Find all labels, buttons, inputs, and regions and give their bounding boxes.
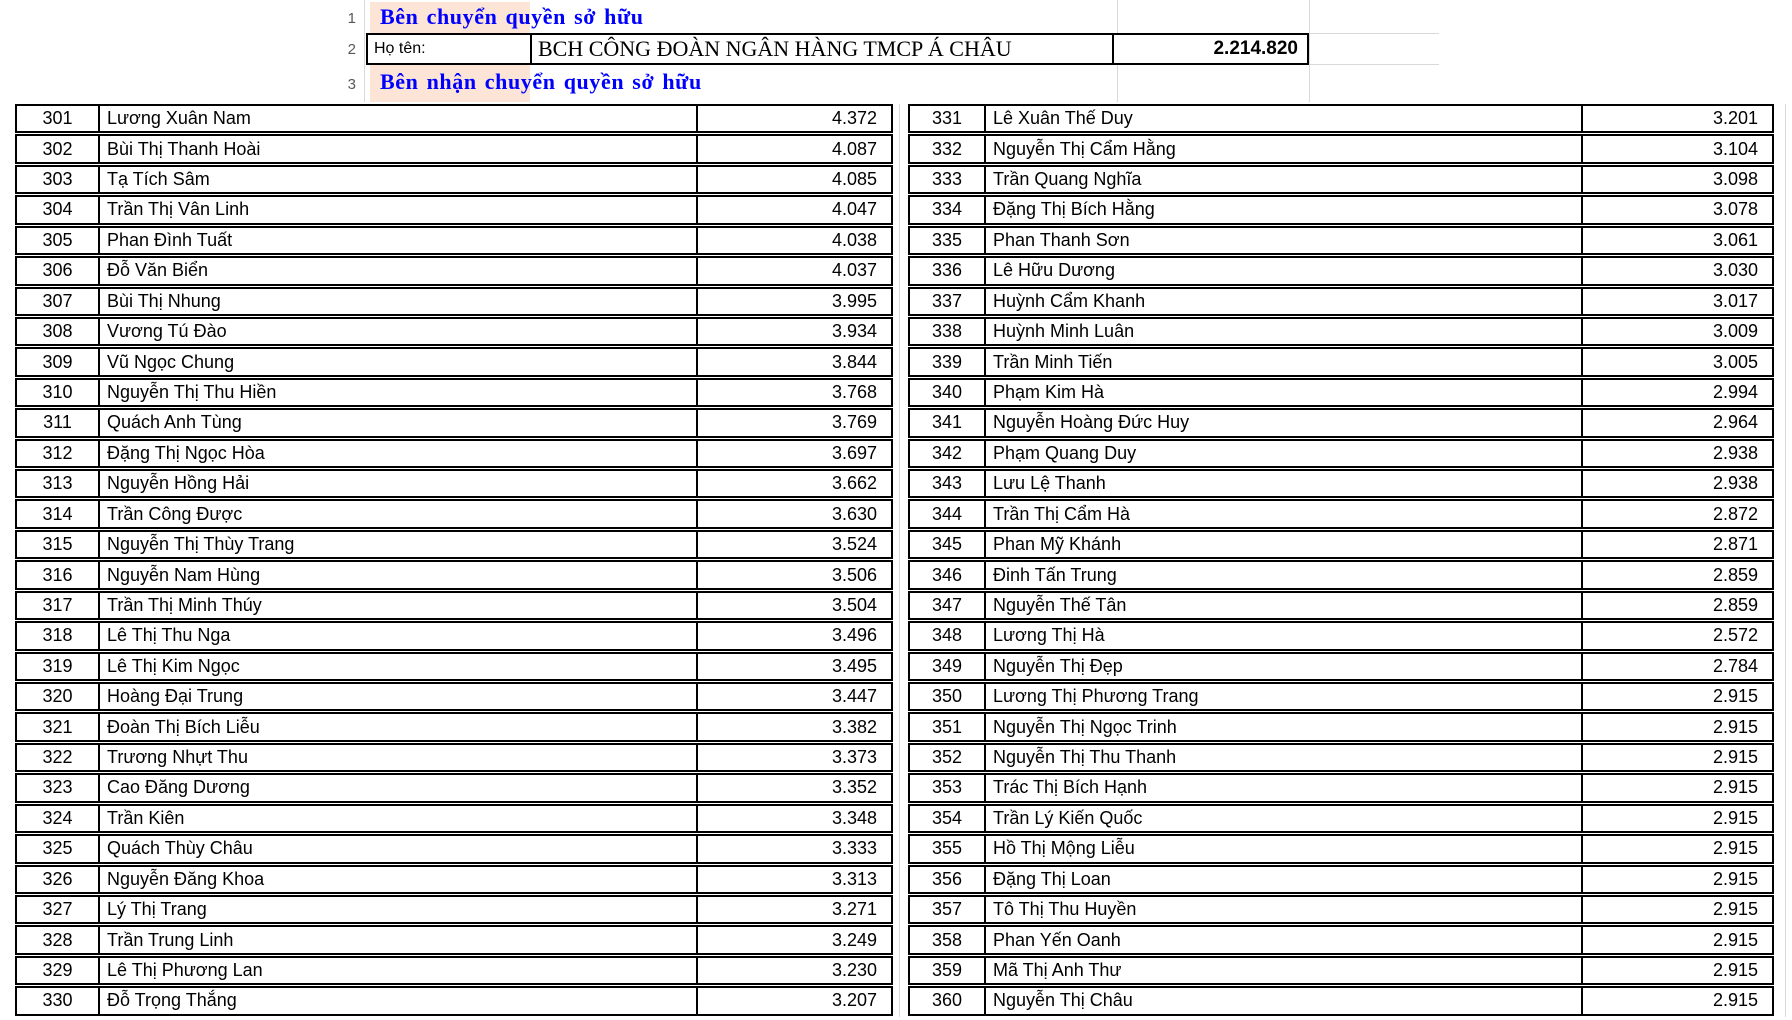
value-cell[interactable]: 2.859 [1581,562,1772,587]
row-number-cell[interactable]: 341 [910,410,986,435]
value-cell[interactable]: 3.768 [696,380,891,405]
name-cell[interactable]: Đặng Thị Bích Hằng [993,199,1155,220]
value-cell[interactable]: 3.009 [1581,319,1772,344]
table-row [15,439,893,468]
name-cell[interactable]: Vương Tú Đào [107,321,227,342]
value-cell[interactable]: 2.915 [1581,745,1772,770]
name-cell[interactable]: Trần Quang Nghĩa [993,169,1142,190]
value-cell[interactable]: 2.784 [1581,654,1772,679]
table-row [908,134,1774,163]
name-cell[interactable]: Trần Thị Vân Linh [107,199,250,220]
row-header-2[interactable]: 2 [347,41,356,58]
table-row [15,773,893,802]
name-cell[interactable]: Phạm Kim Hà [993,382,1105,402]
name-cell[interactable]: Nguyễn Thị Thu Hiền [107,382,277,402]
value-cell[interactable]: 2.859 [1581,593,1772,618]
row-number-cell[interactable]: 316 [17,562,100,587]
row-number-cell[interactable]: 325 [17,836,100,861]
value-cell[interactable]: 3.844 [696,349,891,374]
table-row [15,226,893,255]
value-cell[interactable]: 3.447 [696,684,891,709]
value-cell[interactable]: 3.769 [696,410,891,435]
table-row [908,104,1774,133]
gridline [1309,33,1439,34]
name-cell[interactable]: Phan Mỹ Khánh [993,534,1122,555]
row-number-cell[interactable]: 331 [910,106,986,131]
table-row [908,621,1774,650]
name-cell[interactable]: Bùi Thị Thanh Hoài [107,138,261,159]
name-cell[interactable]: Lê Xuân Thế Duy [993,108,1133,129]
row-number-cell[interactable]: 324 [17,806,100,831]
value-cell[interactable]: 3.098 [1581,167,1772,192]
row-number-cell[interactable]: 344 [910,501,986,526]
transferor-title[interactable]: Bên chuyển quyền sở hữu [380,4,644,29]
value-cell[interactable]: 3.207 [696,988,891,1013]
value-cell[interactable]: 3.017 [1581,289,1772,314]
name-cell[interactable]: Nguyễn Đăng Khoa [107,868,265,889]
table-row [15,195,893,224]
table-row [15,591,893,620]
value-cell[interactable]: 2.871 [1581,532,1772,557]
table-row [15,986,893,1015]
row-number-cell[interactable]: 348 [910,623,986,648]
row-number-cell[interactable]: 352 [910,745,986,770]
value-cell[interactable]: 2.915 [1581,684,1772,709]
table-row [15,317,893,346]
table-row [15,560,893,589]
row-number-cell[interactable]: 310 [17,380,100,405]
row-header-3[interactable]: 3 [347,76,356,93]
name-cell[interactable]: Huỳnh Minh Luân [993,321,1135,342]
name-cell[interactable]: Lê Thị Kim Ngọc [107,655,240,676]
row-number-cell[interactable]: 353 [910,775,986,800]
name-cell[interactable]: Vũ Ngọc Chung [107,351,235,372]
table-row [908,986,1774,1015]
name-cell[interactable]: Nguyễn Hoàng Đức Huy [993,412,1190,433]
name-cell[interactable]: Mã Thị Anh Thư [993,960,1122,981]
name-cell[interactable]: Trần Trung Linh [107,929,234,950]
table-row [15,256,893,285]
table-row [908,226,1774,255]
value-cell[interactable]: 3.005 [1581,349,1772,374]
name-cell[interactable]: Quách Thùy Châu [107,838,253,859]
name-cell[interactable]: Trần Minh Tiến [993,351,1113,372]
value-cell[interactable]: 2.572 [1581,623,1772,648]
table-row [15,408,893,437]
value-cell[interactable]: 2.964 [1581,410,1772,435]
row-number-cell[interactable]: 329 [17,958,100,983]
name-cell[interactable]: Tạ Tích Sâm [107,169,210,190]
gridline [1309,64,1439,65]
table-row [908,652,1774,681]
row-number-cell[interactable]: 327 [17,897,100,922]
row-number-cell[interactable]: 342 [910,441,986,466]
name-cell[interactable]: Nguyễn Nam Hùng [107,564,261,585]
name-cell[interactable]: Đoàn Thị Bích Liễu [107,716,260,737]
row-number-cell[interactable]: 335 [910,228,986,253]
value-cell[interactable]: 2.915 [1581,988,1772,1013]
table-row [15,104,893,133]
value-cell[interactable]: 3.504 [696,593,891,618]
row-number-cell[interactable]: 340 [910,380,986,405]
row-number-cell[interactable]: 338 [910,319,986,344]
name-cell[interactable]: Lê Thị Phương Lan [107,960,263,981]
table-row [15,165,893,194]
table-row [908,682,1774,711]
value-cell[interactable]: 3.934 [696,319,891,344]
table-row [15,865,893,894]
table-row [908,499,1774,528]
table-row [908,834,1774,863]
name-cell[interactable]: Hoàng Đại Trung [107,686,244,707]
name-cell[interactable]: Trần Kiên [107,807,185,828]
value-cell[interactable]: 3.382 [696,714,891,739]
row-number-cell[interactable]: 337 [910,289,986,314]
name-cell[interactable]: Trần Thị Cẩm Hà [993,503,1131,524]
row-number-cell[interactable]: 313 [17,471,100,496]
table-row [908,591,1774,620]
gridline [1785,104,1786,1017]
table-row [908,895,1774,924]
value-cell[interactable]: 3.313 [696,867,891,892]
row-number-cell[interactable]: 314 [17,501,100,526]
name-cell[interactable]: Phan Thanh Sơn [993,229,1130,250]
row-number-cell[interactable]: 350 [910,684,986,709]
name-cell[interactable]: Phan Đình Tuất [107,229,233,250]
name-cell[interactable]: Quách Anh Tùng [107,412,242,433]
value-cell[interactable]: 2.915 [1581,867,1772,892]
table-row [908,530,1774,559]
name-cell[interactable]: Trần Thị Minh Thúy [107,594,262,615]
row-number-cell[interactable]: 355 [910,836,986,861]
table-row [15,743,893,772]
value-cell[interactable]: 3.662 [696,471,891,496]
row-number-cell[interactable]: 302 [17,136,100,161]
name-cell[interactable]: Huỳnh Cẩm Khanh [993,290,1146,311]
row-number-cell[interactable]: 357 [910,897,986,922]
table-row [15,530,893,559]
row-number-cell[interactable]: 359 [910,958,986,983]
name-cell[interactable]: Đỗ Văn Biển [107,260,209,281]
name-cell[interactable]: Nguyễn Thị Thùy Trang [107,534,295,555]
row-number-cell[interactable]: 318 [17,623,100,648]
value-cell[interactable]: 3.995 [696,289,891,314]
value-cell[interactable]: 2.938 [1581,471,1772,496]
value-cell[interactable]: 3.104 [1581,136,1772,161]
name-cell[interactable]: Đinh Tấn Trung [993,564,1117,585]
name-cell[interactable]: Đặng Thị Loan [993,868,1111,889]
table-row [908,195,1774,224]
row-number-cell[interactable]: 315 [17,532,100,557]
table-row [15,287,893,316]
value-cell[interactable]: 2.915 [1581,714,1772,739]
value-cell[interactable]: 2.915 [1581,927,1772,952]
table-row [908,408,1774,437]
row-number-cell[interactable]: 356 [910,867,986,892]
name-cell[interactable]: Lương Xuân Nam [107,108,251,129]
row-number-cell[interactable]: 358 [910,927,986,952]
row-number-cell[interactable]: 360 [910,988,986,1013]
table-row [15,682,893,711]
row-number-cell[interactable]: 339 [910,349,986,374]
gridline [1309,0,1310,102]
row-number-cell[interactable]: 326 [17,867,100,892]
name-cell[interactable]: Nguyễn Thị Ngọc Trinh [993,716,1177,737]
table-row [908,165,1774,194]
table-row [15,925,893,954]
table-row [908,347,1774,376]
value-cell[interactable]: 3.697 [696,441,891,466]
value-cell[interactable]: 4.037 [696,258,891,283]
name-cell[interactable]: Hồ Thị Mộng Liễu [993,838,1135,859]
name-cell[interactable]: Lương Thị Hà [993,625,1105,646]
table-row [15,621,893,650]
value-cell[interactable]: 3.524 [696,532,891,557]
value-cell[interactable]: 3.348 [696,806,891,831]
table-row [908,317,1774,346]
value-cell[interactable]: 4.087 [696,136,891,161]
table-row [908,743,1774,772]
name-cell[interactable]: Trương Nhựt Thu [107,747,248,768]
table-row [908,773,1774,802]
name-cell[interactable]: Nguyễn Thế Tân [993,594,1127,615]
row-number-cell[interactable]: 343 [910,471,986,496]
total-value-cell[interactable]: 2.214.820 [1112,33,1309,65]
row-number-cell[interactable]: 351 [910,714,986,739]
row-number-cell[interactable]: 309 [17,349,100,374]
row-number-cell[interactable]: 336 [910,258,986,283]
name-cell[interactable]: Lương Thị Phương Trang [993,686,1199,707]
value-cell[interactable]: 3.506 [696,562,891,587]
name-cell[interactable]: Nguyễn Thị Thu Thanh [993,747,1177,768]
table-row [908,804,1774,833]
table-row [908,712,1774,741]
value-cell[interactable]: 4.047 [696,197,891,222]
table-row [15,804,893,833]
value-cell[interactable]: 3.495 [696,654,891,679]
name-cell[interactable]: Lưu Lệ Thanh [993,473,1106,494]
value-cell[interactable]: 2.994 [1581,380,1772,405]
table-row [908,439,1774,468]
name-cell[interactable]: Lê Thị Thu Nga [107,625,231,646]
row-number-cell[interactable]: 328 [17,927,100,952]
name-cell[interactable]: Nguyễn Thị Cẩm Hằng [993,138,1176,159]
row-number-cell[interactable]: 345 [910,532,986,557]
name-cell[interactable]: Phạm Quang Duy [993,442,1137,463]
name-label-cell[interactable]: Họ tên: [366,33,532,65]
row-number-cell[interactable]: 312 [17,441,100,466]
table-row [908,469,1774,498]
row-number-cell[interactable]: 301 [17,106,100,131]
name-cell[interactable]: Nguyễn Hồng Hải [107,473,250,494]
table-row [15,834,893,863]
row-number-cell[interactable]: 323 [17,775,100,800]
row-number-cell[interactable]: 332 [910,136,986,161]
name-cell[interactable]: Lê Hữu Dương [993,260,1115,281]
table-row [15,134,893,163]
row-number-cell[interactable]: 333 [910,167,986,192]
value-cell[interactable]: 3.352 [696,775,891,800]
table-row [15,378,893,407]
table-row [908,378,1774,407]
row-number-cell[interactable]: 322 [17,745,100,770]
table-row [908,256,1774,285]
row-number-cell[interactable]: 307 [17,289,100,314]
right-table [908,104,1774,1017]
table-row [15,956,893,985]
value-cell[interactable]: 3.030 [1581,258,1772,283]
row-number-cell[interactable]: 303 [17,167,100,192]
table-row [15,499,893,528]
table-row [15,347,893,376]
name-cell[interactable]: Trác Thị Bích Hạnh [993,777,1148,798]
table-row [908,865,1774,894]
value-cell[interactable]: 3.230 [696,958,891,983]
row-number-cell[interactable]: 321 [17,714,100,739]
table-row [15,712,893,741]
row-number-cell[interactable]: 349 [910,654,986,679]
gridline [364,0,365,102]
value-cell[interactable]: 3.201 [1581,106,1772,131]
row-number-cell[interactable]: 306 [17,258,100,283]
row-number-cell[interactable]: 354 [910,806,986,831]
table-row [908,925,1774,954]
row-number-cell[interactable]: 308 [17,319,100,344]
name-cell[interactable]: Trần Công Được [107,503,243,524]
value-cell[interactable]: 4.038 [696,228,891,253]
value-cell[interactable]: 2.915 [1581,897,1772,922]
holder-name-cell[interactable]: BCH CÔNG ĐOÀN NGÂN HÀNG TMCP Á CHÂU [530,33,1114,65]
value-cell[interactable]: 2.915 [1581,836,1772,861]
name-cell[interactable]: Trần Lý Kiến Quốc [993,807,1143,828]
table-row [15,652,893,681]
row-number-cell[interactable]: 334 [910,197,986,222]
gridline [899,104,900,1017]
table-row [908,560,1774,589]
value-cell[interactable]: 3.373 [696,745,891,770]
value-cell[interactable]: 3.630 [696,501,891,526]
left-table [15,104,893,1017]
value-cell[interactable]: 3.061 [1581,228,1772,253]
name-cell[interactable]: Bùi Thị Nhung [107,290,221,311]
name-cell[interactable]: Đặng Thị Ngọc Hòa [107,442,265,463]
value-cell[interactable]: 2.872 [1581,501,1772,526]
name-cell[interactable]: Nguyễn Thị Đẹp [993,655,1123,676]
value-cell[interactable]: 2.915 [1581,958,1772,983]
row-number-cell[interactable]: 317 [17,593,100,618]
value-cell[interactable]: 2.915 [1581,775,1772,800]
value-cell[interactable]: 4.372 [696,106,891,131]
name-cell[interactable]: Nguyễn Thị Châu [993,990,1133,1011]
value-cell[interactable]: 3.271 [696,897,891,922]
row-number-cell[interactable]: 346 [910,562,986,587]
transferee-title[interactable]: Bên nhận chuyển quyền sở hữu [380,69,702,94]
value-cell[interactable]: 3.333 [696,836,891,861]
value-cell[interactable]: 3.078 [1581,197,1772,222]
row-number-cell[interactable]: 319 [17,654,100,679]
row-number-cell[interactable]: 305 [17,228,100,253]
row-number-cell[interactable]: 311 [17,410,100,435]
name-cell[interactable]: Cao Đăng Dương [107,777,250,798]
name-cell[interactable]: Tô Thị Thu Huyền [993,899,1137,920]
name-cell[interactable]: Lý Thị Trang [107,899,207,920]
name-cell[interactable]: Phan Yến Oanh [993,929,1121,950]
table-row [15,895,893,924]
value-cell[interactable]: 3.249 [696,927,891,952]
value-cell[interactable]: 3.496 [696,623,891,648]
table-row [908,287,1774,316]
row-header-1[interactable]: 1 [347,10,356,27]
value-cell[interactable]: 4.085 [696,167,891,192]
row-number-cell[interactable]: 304 [17,197,100,222]
row-number-cell[interactable]: 330 [17,988,100,1013]
value-cell[interactable]: 2.938 [1581,441,1772,466]
table-row [15,469,893,498]
row-number-cell[interactable]: 320 [17,684,100,709]
row-number-cell[interactable]: 347 [910,593,986,618]
name-cell[interactable]: Đỗ Trọng Thắng [107,990,237,1011]
value-cell[interactable]: 2.915 [1581,806,1772,831]
table-row [908,956,1774,985]
